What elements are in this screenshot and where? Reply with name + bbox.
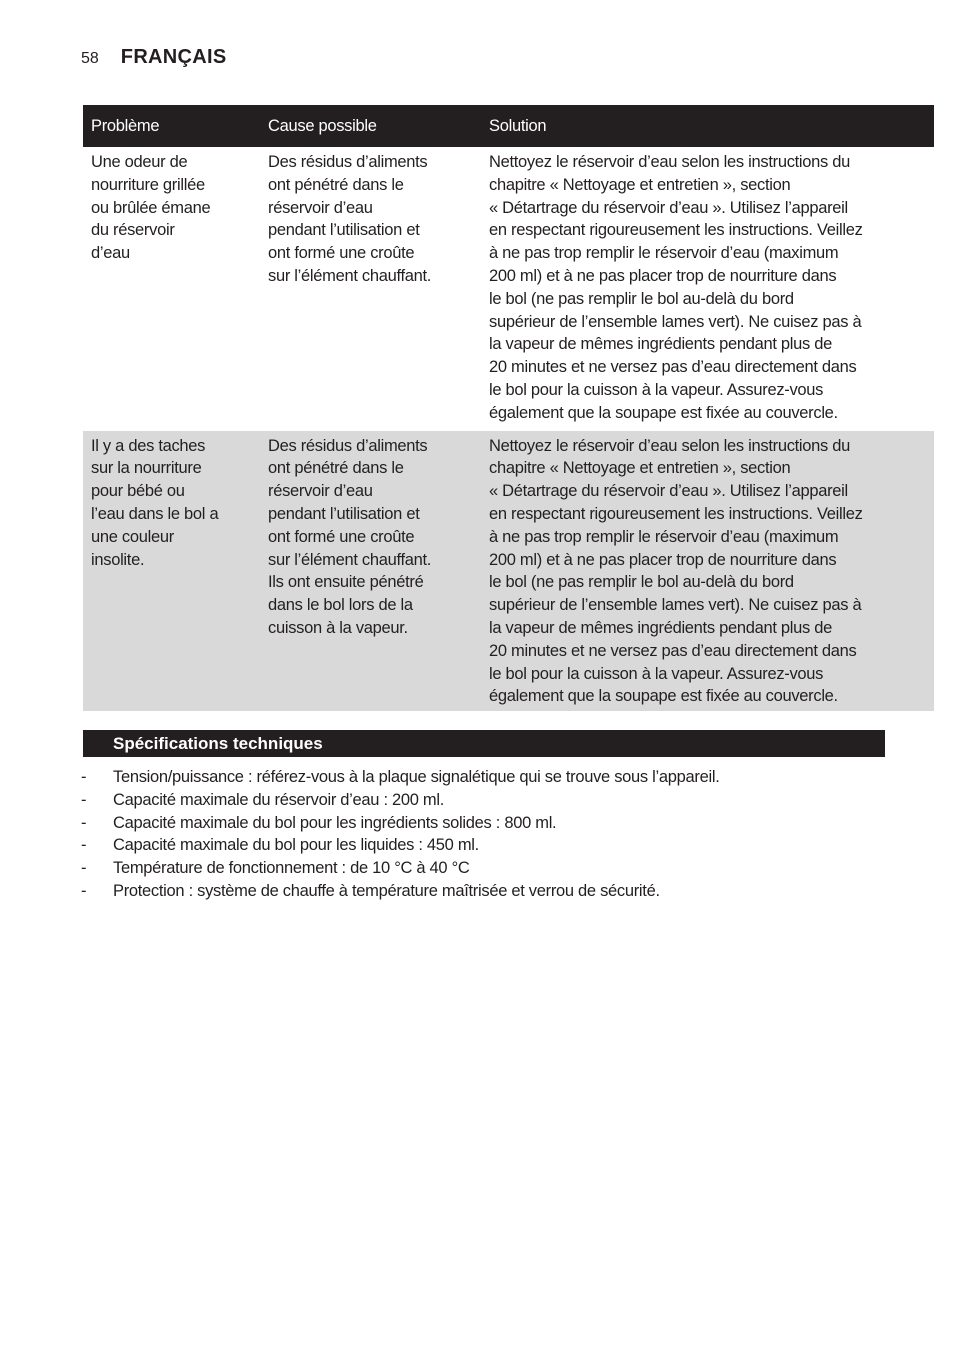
list-item bbox=[81, 766, 719, 789]
list-item-text: Capacité maximale du bol pour les ingrédients solides : 800 ml. bbox=[113, 813, 557, 832]
problem-cell bbox=[83, 431, 260, 712]
text-line: Nettoyez le réservoir d’eau selon les instructions du bbox=[489, 436, 851, 455]
specifications-section-header bbox=[83, 730, 885, 757]
list-item bbox=[81, 880, 719, 903]
text-line: la vapeur de mêmes ingrédients pendant plus de bbox=[489, 335, 833, 354]
list-item bbox=[81, 812, 719, 835]
text-line: ont formé une croûte bbox=[268, 244, 415, 263]
table-row bbox=[83, 431, 934, 712]
list-item bbox=[81, 789, 719, 812]
text-line: insolite. bbox=[91, 550, 145, 569]
text-line: ont formé une croûte bbox=[268, 527, 415, 546]
text-line: du réservoir bbox=[91, 221, 175, 240]
text-line: 200 ml) et à ne pas placer trop de nourriture dans bbox=[489, 266, 837, 285]
text-line: pour bébé ou bbox=[91, 482, 185, 501]
problem-cell bbox=[83, 147, 260, 431]
text-line: Des résidus d’aliments bbox=[268, 436, 428, 455]
text-line: le bol (ne pas remplir le bol au-delà du bord bbox=[489, 573, 794, 592]
text-line: supérieur de l’ensemble lames vert). Ne cuisez pas à bbox=[489, 312, 862, 331]
text-line: pendant l’utilisation et bbox=[268, 221, 420, 240]
text-line: la vapeur de mêmes ingrédients pendant plus de bbox=[489, 618, 833, 637]
list-item-text: Protection : système de chauffe à température maîtrisée et verrou de sécurité. bbox=[113, 881, 660, 900]
cause-cell bbox=[260, 431, 481, 712]
text-line: en respectant rigoureusement les instructions. Veillez bbox=[489, 221, 863, 240]
text-line: le bol pour la cuisson à la vapeur. Assurez-vous bbox=[489, 380, 824, 399]
text-line: « Détartrage du réservoir d’eau ». Utilisez l’appareil bbox=[489, 198, 848, 217]
text-line: également que la soupape est fixée au couvercle. bbox=[489, 403, 838, 422]
bullet-dash: - bbox=[81, 881, 87, 900]
text-line: sur la nourriture bbox=[91, 459, 202, 478]
list-item bbox=[81, 857, 719, 880]
text-line: 200 ml) et à ne pas placer trop de nourriture dans bbox=[489, 550, 837, 569]
text-line: chapitre « Nettoyage et entretien », section bbox=[489, 459, 791, 478]
bullet-dash: - bbox=[81, 790, 87, 809]
bullet-dash: - bbox=[81, 836, 87, 855]
text-line: ont pénétré dans le bbox=[268, 175, 404, 194]
troubleshooting-table bbox=[83, 105, 934, 711]
text-line: à ne pas trop remplir le réservoir d’eau (maximum bbox=[489, 527, 839, 546]
text-line: l’eau dans le bol a bbox=[91, 504, 219, 523]
solution-cell bbox=[481, 431, 934, 712]
text-line: cuisson à la vapeur. bbox=[268, 618, 408, 637]
page-number: 58 bbox=[81, 50, 99, 67]
text-line: 20 minutes et ne versez pas d’eau directement dans bbox=[489, 358, 857, 377]
list-item-text: Température de fonctionnement : de 10 °C à 40 °C bbox=[113, 859, 470, 878]
text-line: également que la soupape est fixée au couvercle. bbox=[489, 687, 838, 706]
solution-cell bbox=[481, 147, 934, 431]
text-line: réservoir d’eau bbox=[268, 482, 373, 501]
text-line: sur l’élément chauffant. bbox=[268, 266, 432, 285]
text-line: le bol (ne pas remplir le bol au-delà du bord bbox=[489, 289, 794, 308]
section-title: Spécifications techniques bbox=[113, 733, 323, 753]
text-line: d’eau bbox=[91, 244, 130, 263]
bullet-dash: - bbox=[81, 859, 87, 878]
text-line: « Détartrage du réservoir d’eau ». Utilisez l’appareil bbox=[489, 482, 848, 501]
column-header-solution: Solution bbox=[481, 105, 934, 147]
text-line: 20 minutes et ne versez pas d’eau directement dans bbox=[489, 641, 857, 660]
bullet-dash: - bbox=[81, 768, 87, 786]
text-line: Nettoyez le réservoir d’eau selon les instructions du bbox=[489, 153, 851, 171]
text-line: une couleur bbox=[91, 527, 174, 546]
text-line: dans le bol lors de la bbox=[268, 596, 413, 615]
text-line: ont pénétré dans le bbox=[268, 459, 404, 478]
text-line: Des résidus d’aliments bbox=[268, 153, 428, 171]
page-header bbox=[81, 46, 227, 76]
page-language-title: FRANÇAIS bbox=[120, 46, 227, 68]
text-line: sur l’élément chauffant. bbox=[268, 550, 432, 569]
text-line: réservoir d’eau bbox=[268, 198, 373, 217]
text-line: Une odeur de bbox=[91, 153, 188, 171]
list-item-text: Capacité maximale du réservoir d’eau : 200 ml. bbox=[113, 790, 445, 809]
list-item bbox=[81, 834, 719, 857]
list-item-text: Capacité maximale du bol pour les liquides : 450 ml. bbox=[113, 836, 479, 855]
text-line: nourriture grillée bbox=[91, 175, 205, 194]
list-item-text: Tension/puissance : référez-vous à la plaque signalétique qui se trouve sous l’appareil. bbox=[113, 768, 720, 786]
text-line: ou brûlée émane bbox=[91, 198, 211, 217]
text-line: chapitre « Nettoyage et entretien », section bbox=[489, 175, 791, 194]
text-line: en respectant rigoureusement les instructions. Veillez bbox=[489, 504, 863, 523]
specifications-list bbox=[81, 766, 719, 903]
bullet-dash: - bbox=[81, 813, 87, 832]
table-row bbox=[83, 147, 934, 431]
column-header-cause: Cause possible bbox=[260, 105, 481, 147]
text-line: à ne pas trop remplir le réservoir d’eau (maximum bbox=[489, 244, 839, 263]
text-line: le bol pour la cuisson à la vapeur. Assurez-vous bbox=[489, 664, 824, 683]
text-line: supérieur de l’ensemble lames vert). Ne cuisez pas à bbox=[489, 596, 862, 615]
text-line: Ils ont ensuite pénétré bbox=[268, 573, 424, 592]
cause-cell bbox=[260, 147, 481, 431]
column-header-problem: Problème bbox=[83, 105, 260, 147]
text-line: pendant l’utilisation et bbox=[268, 504, 420, 523]
text-line: Il y a des taches bbox=[91, 436, 206, 455]
table-header-row bbox=[83, 105, 934, 147]
